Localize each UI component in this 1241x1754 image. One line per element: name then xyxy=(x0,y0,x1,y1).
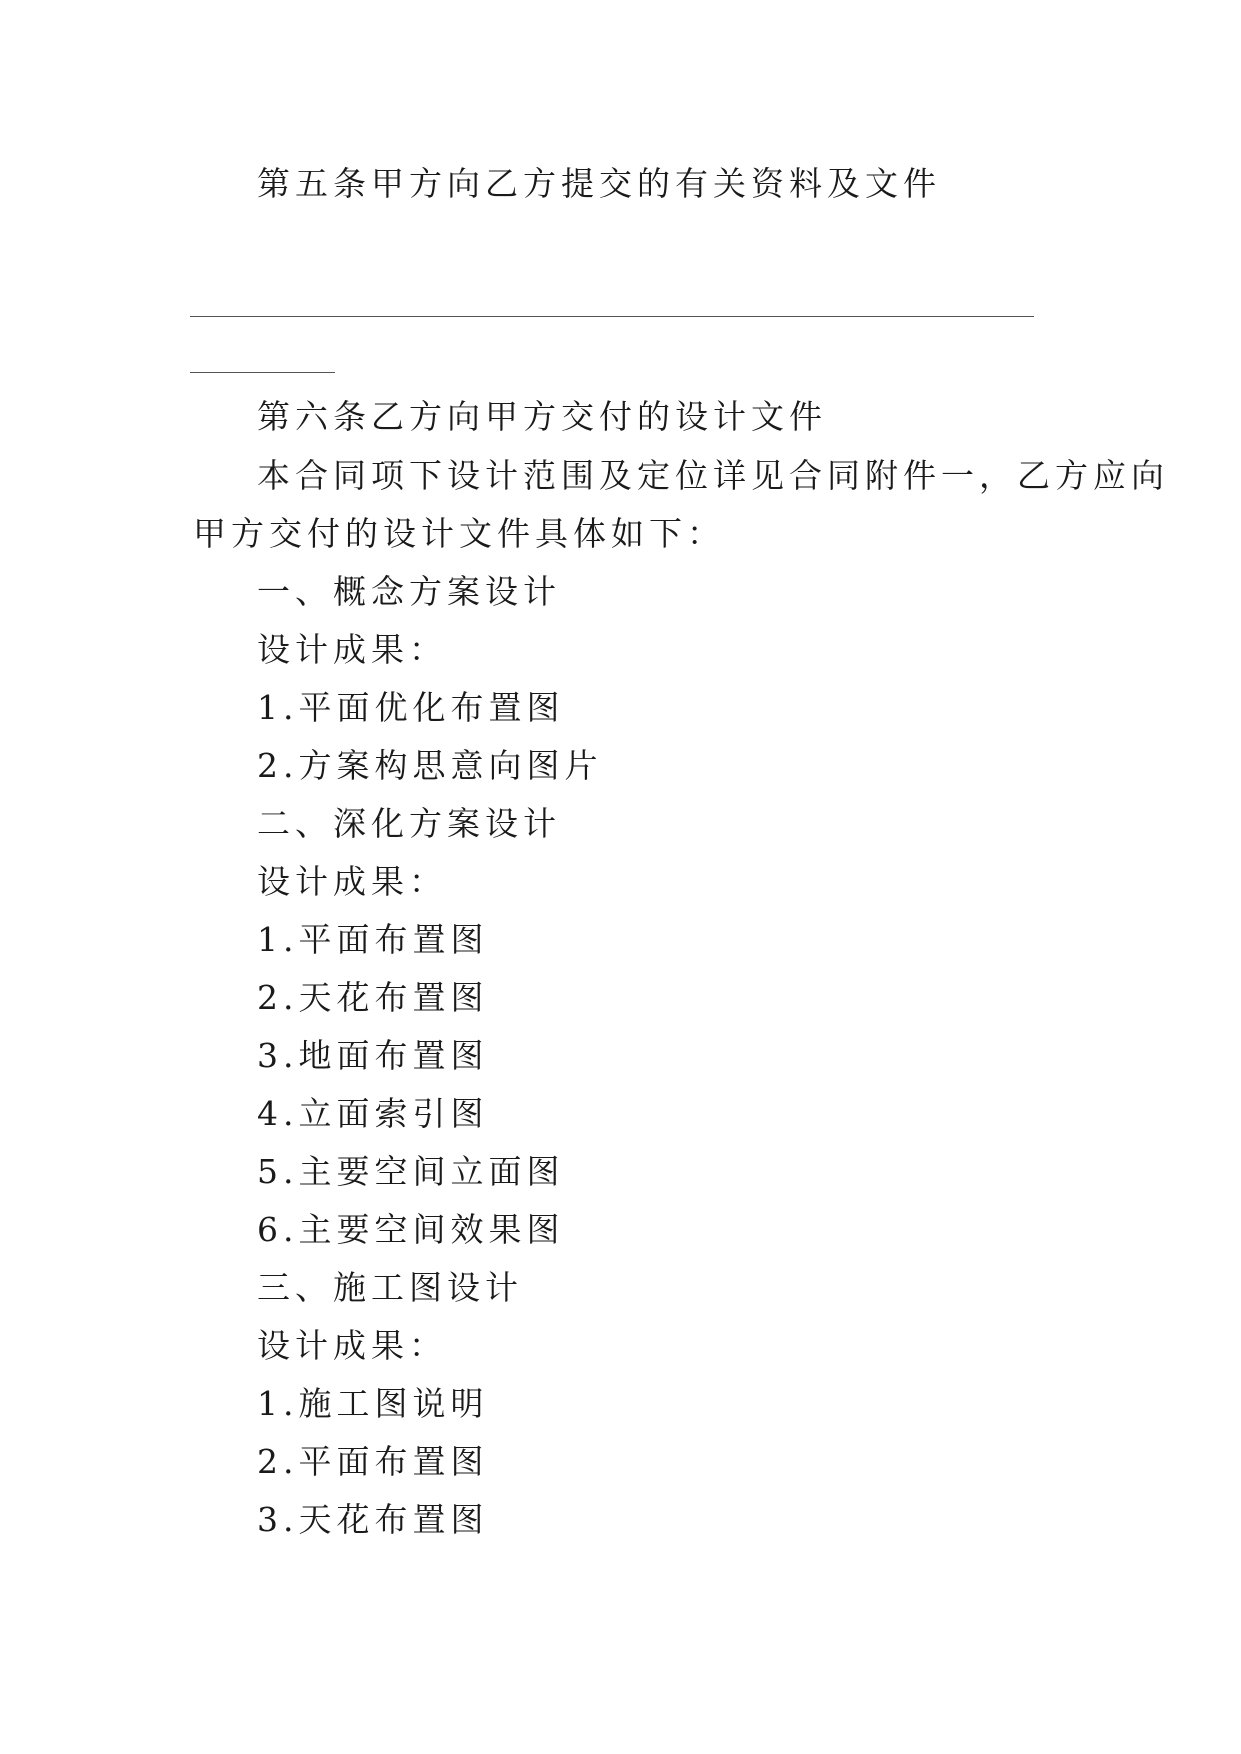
list-item: 5.主要空间立面图 xyxy=(257,1152,565,1191)
list-item: 3.地面布置图 xyxy=(257,1036,489,1075)
section-title: 一、概念方案设计 xyxy=(257,572,561,611)
list-item: 2.天花布置图 xyxy=(257,978,489,1017)
list-item: 1.施工图说明 xyxy=(257,1384,489,1423)
list-item: 3.天花布置图 xyxy=(257,1500,489,1539)
intro-paragraph-line-2: 甲方交付的设计文件具体如下： xyxy=(193,514,725,553)
section-title: 三、施工图设计 xyxy=(257,1268,523,1307)
list-item: 1.平面优化布置图 xyxy=(257,688,565,727)
article5-heading: 第五条甲方向乙方提交的有关资料及文件 xyxy=(257,164,941,203)
results-label: 设计成果： xyxy=(257,1326,447,1365)
list-item: 1.平面布置图 xyxy=(257,920,489,959)
blank-fill-line-1 xyxy=(190,316,1034,317)
results-label: 设计成果： xyxy=(257,630,447,669)
list-item: 6.主要空间效果图 xyxy=(257,1210,565,1249)
list-item: 2.方案构思意向图片 xyxy=(257,746,603,785)
intro-paragraph-line-1: 本合同项下设计范围及定位详见合同附件一，乙方应向 xyxy=(257,456,1169,495)
list-item: 2.平面布置图 xyxy=(257,1442,489,1481)
section-title: 二、深化方案设计 xyxy=(257,804,561,843)
list-item: 4.立面索引图 xyxy=(257,1094,489,1133)
blank-fill-line-2 xyxy=(190,372,335,373)
results-label: 设计成果： xyxy=(257,862,447,901)
article6-heading: 第六条乙方向甲方交付的设计文件 xyxy=(257,397,827,436)
